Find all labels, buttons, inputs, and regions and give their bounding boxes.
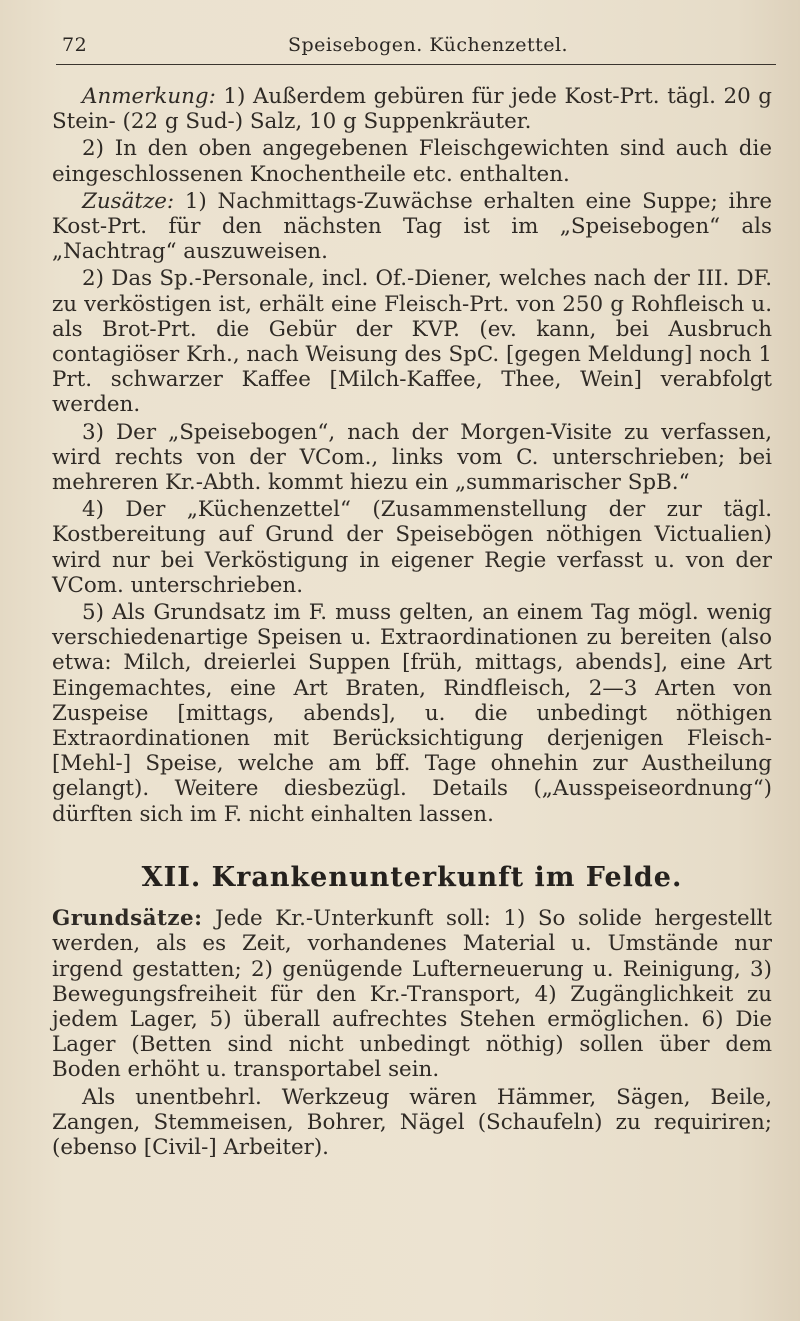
paragraph-text: 1) Außerdem gebüren für jede Kost-Prt. tägl. 20 g Stein- (22 g Sud-) Salz, 10 g Suppenkräuter.	[52, 84, 772, 135]
paragraph-text: 5) Als Grundsatz im F. muss gelten, an einem Tag mögl. wenig verschiedenartige Speisen u. Extraordinationen zu bereiten (also etwa: Milch, dreierlei Suppen [früh, mittags, abends], eine Art Eingemachtes, eine Art Braten, Rindfleisch, 2—3 Arten von Zuspeise [mittags, abends], u. die unbedingt nöthigen Extraordinationen mit Berücksichtigung derjenigen Fleisch- [Mehl-] Speise, welche am bff. Tage ohnehin zur Austheilung gelangt). Weitere diesbezügl. Details („Ausspeiseordnung“) dürften sich im F. nicht einhalten lassen.	[52, 600, 772, 827]
paragraph-text: 4) Der „Küchenzettel“ (Zusammenstellung der zur tägl. Kostbereitung auf Grund der Speisebögen nöthigen Victualien) wird nur bei Verköstigung in eigener Regie verfasst u. von der VCom. unterschrieben.	[52, 497, 772, 598]
section-closing-text: Als unentbehrl. Werkzeug wären Hämmer, Sägen, Beile, Zangen, Stemmeisen, Bohrer, Nägel (Schaufeln) zu requiriren; (ebenso [Civil-] Arbeiter).	[52, 1084, 772, 1160]
paragraph-lead: Anmerkung:	[82, 84, 216, 109]
paragraph-text: 1) Nachmittags-Zuwächse erhalten eine Suppe; ihre Kost-Prt. für den nächsten Tag ist im „Speisebogen“ als „Nachtrag“ auszuweisen.	[52, 188, 772, 265]
paragraph-text: 2) Das Sp.-Personale, incl. Of.-Diener, welches nach der III. DF. zu verköstigen ist, erhält eine Fleisch-Prt. von 250 g Rohfleisch u. als Brot-Prt. die Gebür der KVP. (ev. kann, bei Ausbruch contagiöser Krh., nach Weisung des SpC. [gegen Meldung] noch 1 Prt. schwarzer Kaffee [Milch-Kaffee, Thee, Wein] verabfolgt werden.	[52, 266, 772, 418]
section-paragraph-werkzeug	[52, 1085, 772, 1161]
paragraph-text: 2) In den oben angegebenen Fleischgewichten sind auch die eingeschlossenen Knochentheile etc. enthalten.	[52, 136, 772, 187]
paragraph-lead: Zusätze:	[82, 188, 175, 214]
page-number: 72	[62, 34, 88, 56]
page-body	[52, 84, 772, 1160]
section-text: Jede Kr.-Unterkunft soll: 1) So solide hergestellt werden, als es Zeit, vorhandenes Material u. Umstände nur irgend gestatten; 2) genügende Lufterneuerung u. Reinigung, 3) Bewegungsfreiheit für den Kr.-Transport, 4) Zugänglichkeit zu jedem Lager, 5) überall aufrechtes Stehen ermöglichen. 6) Die Lager (Betten sind nicht unbedingt nöthig) sollen über dem Boden erhöht u. transportabel sein.	[52, 906, 772, 1083]
paragraph-text: 3) Der „Speisebogen“, nach der Morgen-Visite zu verfassen, wird rechts von der VCom., links vom C. unterschrieben; bei mehreren Kr.-Abth. kommt hiezu ein „summarischer SpB.“	[52, 419, 772, 496]
paragraph-zusatz-4	[52, 497, 772, 598]
page-header	[52, 34, 772, 64]
section-paragraph-grundsaetze	[52, 906, 772, 1082]
paragraph-zusatz-5	[52, 600, 772, 827]
section-heading: XII. Krankenunterkunft im Felde.	[141, 861, 683, 893]
paragraph-zusatz-2	[52, 266, 772, 417]
header-rule	[56, 64, 776, 65]
paragraph-zusatz-1	[52, 189, 772, 265]
paragraph-anmerkung-1	[52, 84, 772, 134]
paragraph-zusatz-3	[52, 420, 772, 496]
running-title: Speisebogen. Küchenzettel.	[288, 34, 569, 56]
paragraph-anmerkung-2	[52, 136, 772, 186]
section-lead: Grundsätze:	[52, 906, 203, 932]
